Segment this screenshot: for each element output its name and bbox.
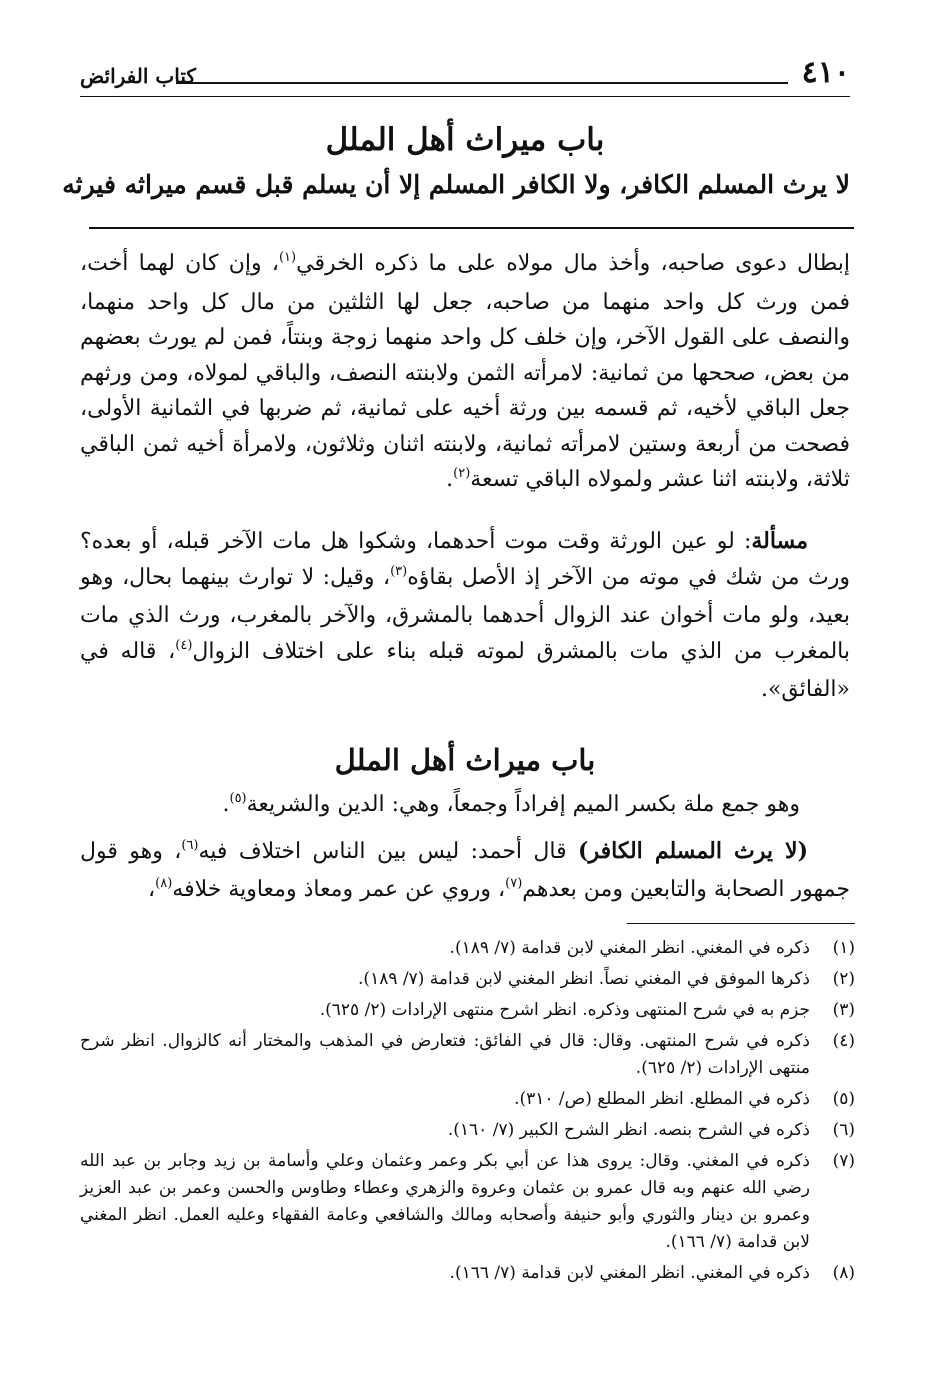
footnote-text: جزم به في شرح المنتهى وذكره. انظر اشرح منتهى الإرادات (٢/ ٦٢٥).	[319, 1000, 810, 1020]
footnote-number: (٦)	[832, 1120, 855, 1140]
footnotes	[80, 935, 855, 1291]
footnote-number: (٧)	[832, 1151, 855, 1171]
footnote-ref[interactable]: (٨)	[155, 876, 173, 891]
commentary-paragraph-1: إبطال دعوى صاحبه، وأخذ مال مولاه على ما ذكره الخرقي$^{(١)}$، وإن كان لهما أخت، فمن ورث كل واحد منهما من صاحبه، جعل لها الثلثين من مال كل واحد منهما، والنصف على القول الآخر، وإن خلف كل واحد منهما زوجة وبنتاً، فمن لم يورث بعضهم من بعض، صححها من ثمانية: لامرأته الثمن ولابنته النصف، والباقي لمولاه، ومن ورثهم جعل الباقي لأخيه، ثم قسمه بين ورثة أخيه على ثمانية، ثم ضربها في الثمانية الأولى، فصحت من أربعة وستين لامرأته ثمانية، ولابنته اثنان وثلاثون، ولامرأة أخيه ثمن الباقي ثلاثة، ولابنته اثنا عشر ولمولاه الباقي تسعة$^{(٢)}$.	[80, 250, 850, 492]
footnote	[80, 1260, 855, 1287]
footnote-number: (٥)	[832, 1089, 855, 1109]
commentary-paragraph-2: مسألة: لو عين الورثة وقت موت أحدهما، وشكوا هل مات الآخر قبله، أو بعده؟ ورث من شك في موته من الآخر إذ الأصل بقاؤه$^{(٣)}$، وقيل: لا توارث بينهما بحال، وهو بعيد، ولو مات أخوان عند الزوال أحدهما بالمشرق، والآخر بالمغرب، ورث الذي مات بالمغرب من الذي مات بالمشرق لموته قبله بناء على اختلاف الزوال$^{(٤)}$، قاله في «الفائق».	[80, 528, 850, 702]
commentary-paragraph-3: وهو جمع ملة بكسر الميم إفراداً وجمعاً، وهي: الدين والشريعة$^{(٥)}$. (لا يرث المسلم الكافر) قال أحمد: ليس بين الناس اختلاف فيه$^{(٦)}$، وهو قول جمهور الصحابة والتابعين ومن بعدهم$^{(٧)}$، وروي عن عمر ومعاذ ومعاوية خلافه$^{(٨)}$،	[80, 791, 850, 902]
footnote	[80, 966, 855, 993]
page-number: ٤١٠	[801, 55, 850, 90]
footnote-text: ذكره في المطلع. انظر المطلع (ص/ ٣١٠).	[514, 1089, 810, 1109]
issue-term: مسألة	[751, 528, 808, 554]
footnote-text: ذكره في المغني. انظر المغني لابن قدامة (٧/ ١٨٩).	[449, 938, 810, 958]
footnote	[80, 1117, 855, 1144]
footnote-ref[interactable]: (٦)	[181, 837, 199, 853]
footnote	[80, 1028, 855, 1082]
matn-text: لا يرث المسلم الكافر، ولا الكافر المسلم إلا أن يسلم قبل قسم ميراثه فيرثه	[62, 170, 850, 199]
footnote-ref[interactable]: (٤)	[175, 637, 193, 653]
footnote	[80, 997, 855, 1024]
matn-divider	[89, 227, 854, 229]
footnote-text: ذكره في شرح المنتهى. وقال: قال في الفائق: فتعارض في المذهب والمختار أنه كالزوال. انظر شرح منتهى الإرادات (٢/ ٦٢٥).	[80, 1031, 810, 1078]
footnote-number: (٤)	[832, 1031, 855, 1051]
matn-quote: (لا يرث المسلم الكافر)	[578, 837, 808, 864]
footnote-ref[interactable]: (٧)	[505, 876, 523, 891]
footnote	[80, 1148, 855, 1256]
header-rule	[176, 82, 788, 84]
footnote-text: ذكره في المغني. انظر المغني لابن قدامة (٧/ ١٦٦).	[449, 1263, 810, 1283]
page-header	[80, 55, 850, 100]
footnote-separator	[627, 923, 855, 924]
footnote-ref[interactable]: (٢)	[453, 466, 471, 481]
footnote-number: (٨)	[832, 1263, 855, 1283]
footnote-text: ذكره في الشرح بنصه. انظر الشرح الكبير (٧/ ١٦٠).	[447, 1120, 810, 1140]
footnote-number: (٣)	[832, 1000, 855, 1020]
footnote-text: ذكرها الموفق في المغني نصاً. انظر المغني لابن قدامة (٧/ ١٨٩).	[358, 969, 810, 989]
footnote-ref[interactable]: (١)	[278, 250, 297, 265]
footnote-ref[interactable]: (٥)	[229, 791, 247, 806]
section-title: باب ميراث أهل الملل	[334, 743, 596, 777]
footnote-text: ذكره في المغني. وقال: يروى هذا عن أبي بكر وعمر وعثمان وعلي وأسامة بن زيد وجابر بن عبد الله رضي الله عنهم وبه قال عمرو بن عثمان وعروة والزهري وعطاء وطاوس والحسن وعمر بن عبد العزيز وعمرو بن دينار والثوري وأبو حنيفة وأصحابه ومالك والشافعي وعامة الفقهاء وعليه العمل. انظر المغني لابن قدامة (٧/ ١٦٦).	[80, 1151, 810, 1252]
footnote	[80, 1086, 855, 1113]
footnote-number: (٢)	[832, 969, 855, 989]
footnote-number: (١)	[832, 938, 855, 958]
chapter-title: باب ميراث أهل الملل	[325, 122, 605, 158]
footnote-ref[interactable]: (٣)	[390, 563, 408, 579]
footnote	[80, 935, 855, 962]
running-title: كتاب الفرائض	[80, 64, 196, 88]
header-underline	[80, 96, 850, 97]
